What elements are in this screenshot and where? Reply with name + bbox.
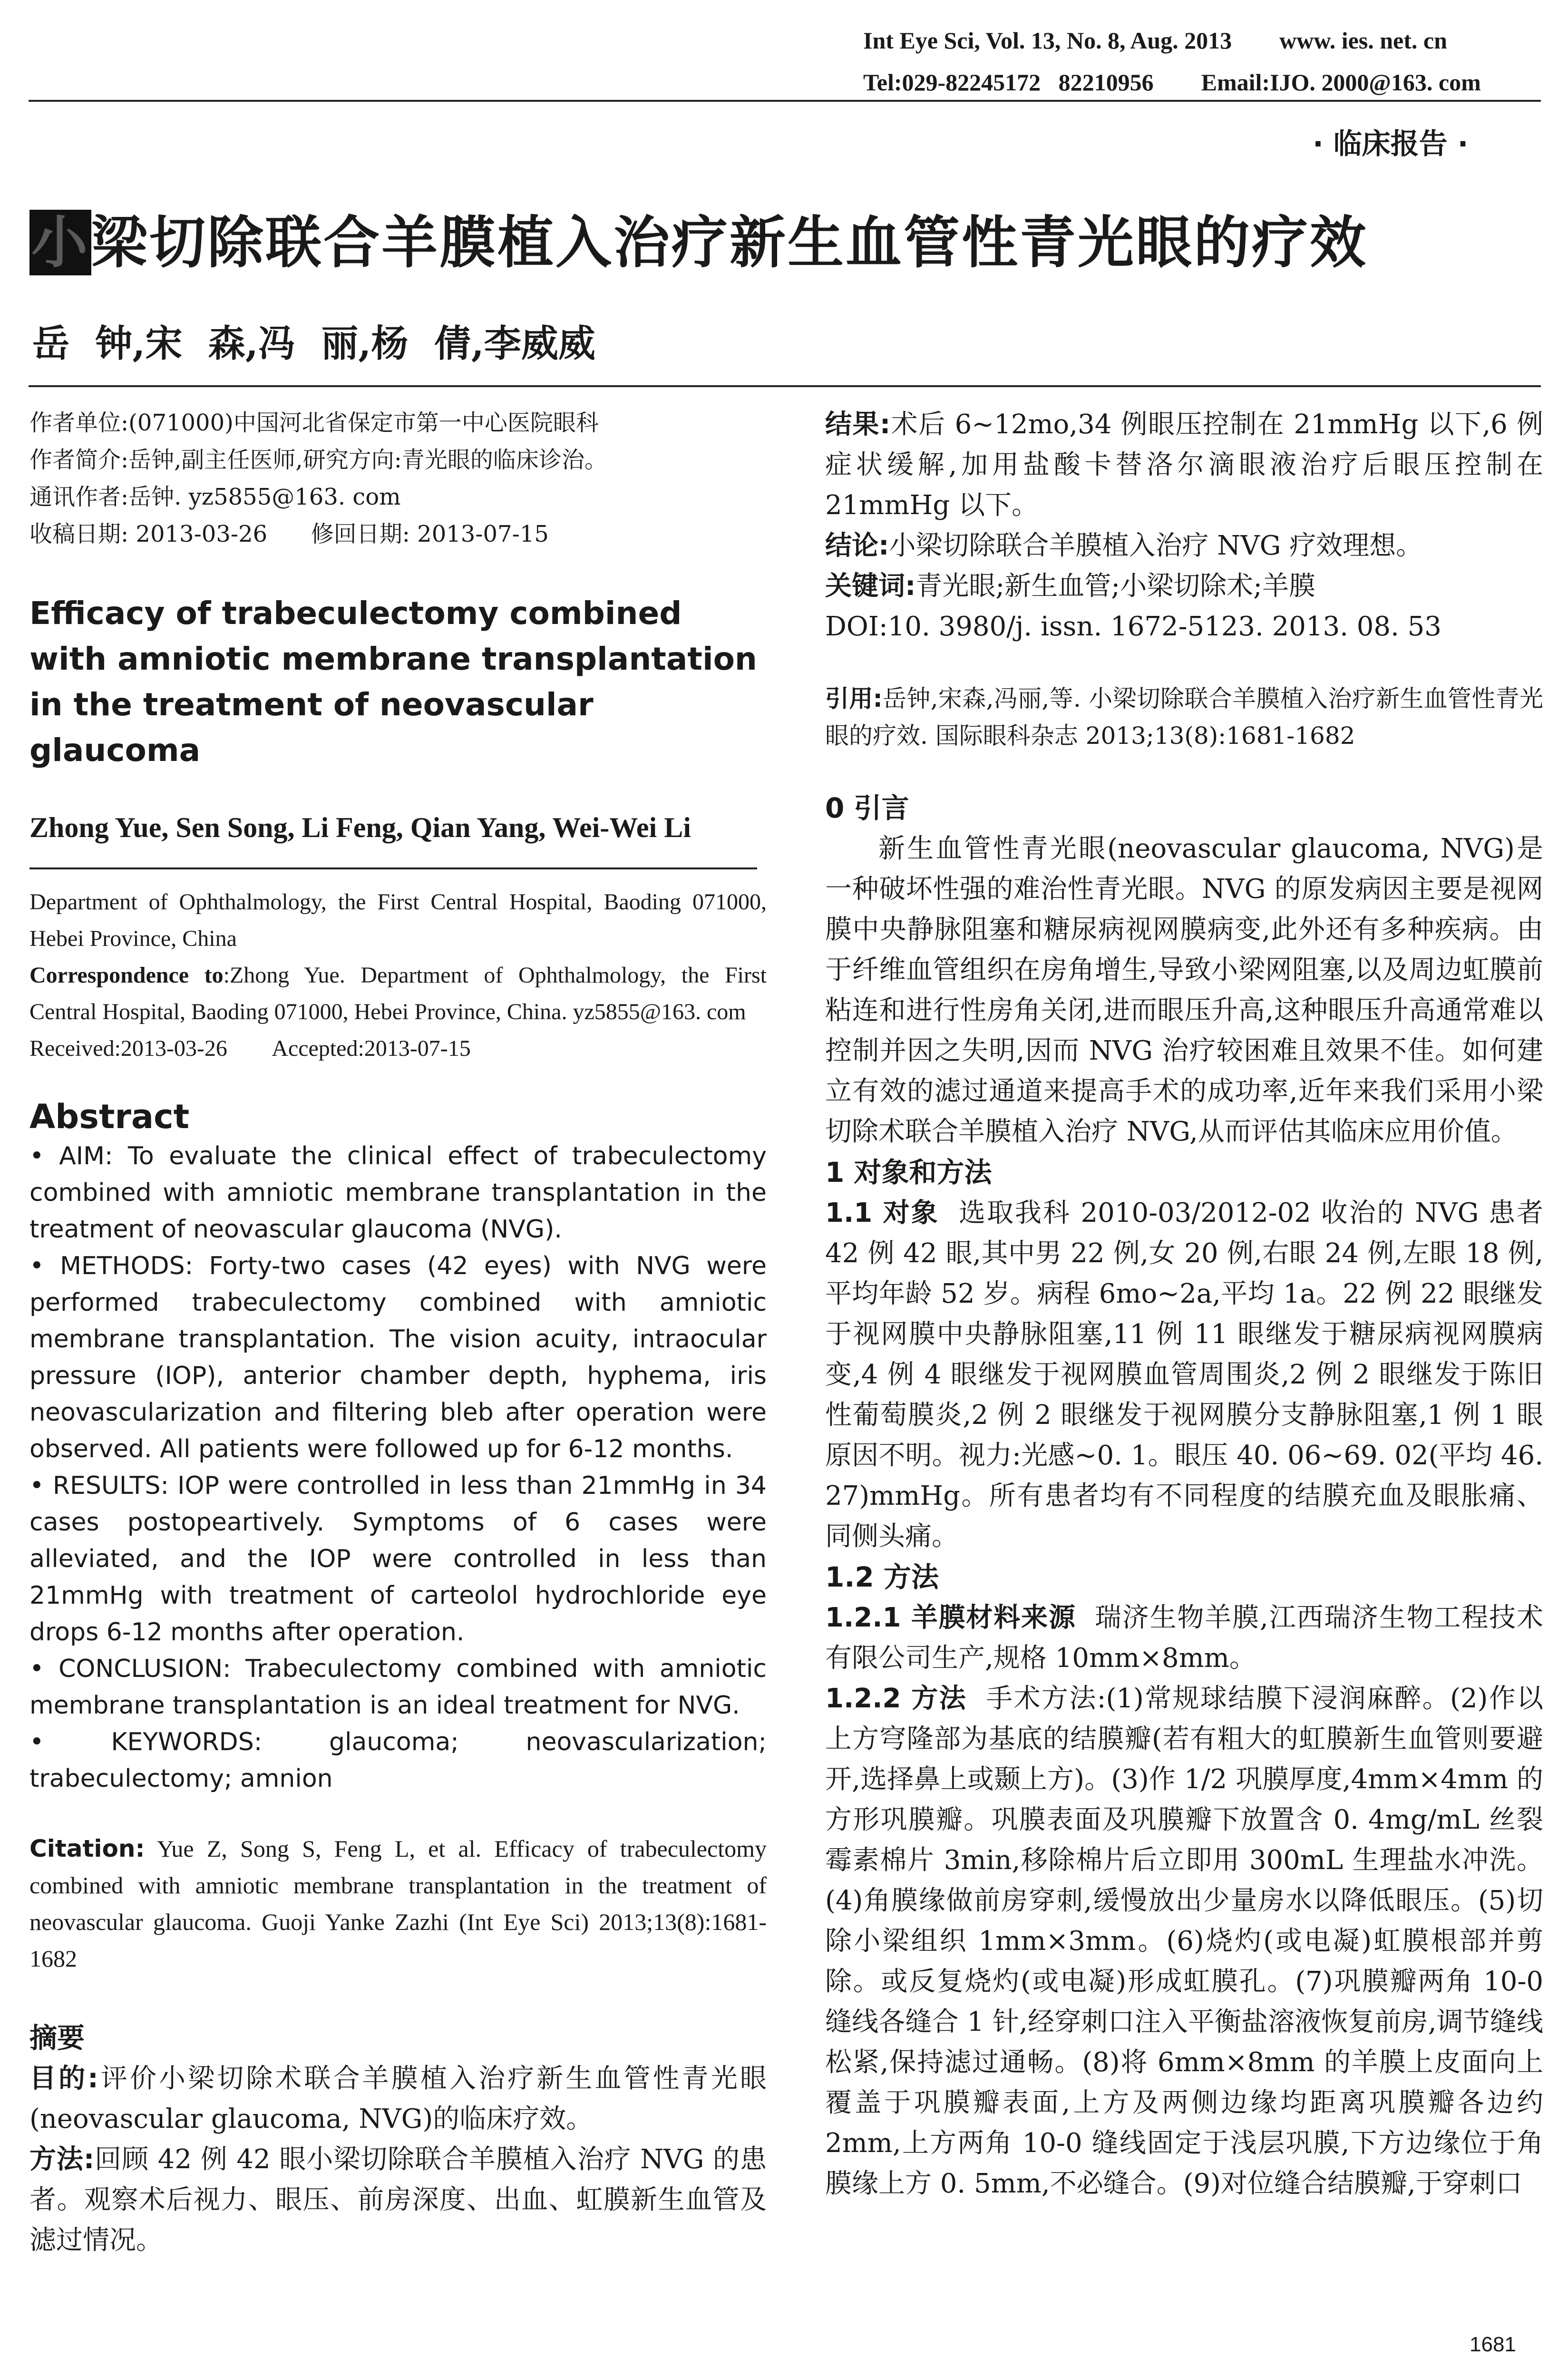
aim-label-cn: 目的: xyxy=(29,2063,98,2094)
affiliation-block xyxy=(29,884,767,1067)
abstract-aim: • AIM: To evaluate the clinical effect of trabeculectomy combined with amniotic membrane transplantation in the treatment of neovascular glaucoma (NVG). xyxy=(29,1142,767,1244)
abstract-keywords: • KEYWORDS: glaucoma; neovascularization; trabeculectomy; amnion xyxy=(29,1728,767,1793)
correspondence-en xyxy=(29,957,767,1030)
method-text-cn: 回顾 42 例 42 眼小梁切除联合羊膜植入治疗 NVG 的患者。观察术后视力、眼压、前房深度、出血、虹膜新生血管及滤过情况。 xyxy=(29,2144,767,2256)
author-affiliation-cn: 作者单位:(071000)中国河北省保定市第一中心医院眼科 xyxy=(29,409,599,436)
abstract-methods: • METHODS: Forty-two cases (42 eyes) with NVG were performed trabeculectomy combined with amniotic membrane transplantation. The vision acuity, intraocular pressure (IOP), anterior chamber depth, hyphema, iris neovascularization and filtering bleb after operation were observed. All patients were followed up for 6-12 months. xyxy=(29,1252,767,1463)
conclusion-text-cn: 小梁切除联合羊膜植入治疗 NVG 疗效理想。 xyxy=(889,530,1423,561)
abstract-cn-body xyxy=(29,2058,767,2260)
conclusion-cn xyxy=(825,526,1543,566)
correspondence-label: Correspondence to xyxy=(29,963,224,988)
subjects-text: 选取我科 2010-03/2012-02 收治的 NVG 患者 42 例 42 眼,其中男 22 例,女 20 例,右眼 24 例,左眼 18 例,平均年龄 52 岁。病程 6mo~2a,平均 1a。22 例 22 眼继发于视网膜中央静脉阻塞,11 例 11 眼继发于糖尿病视网膜病变,4 例 4 眼继发于视网膜血管周围炎,2 例 2 眼继发于陈旧性葡萄膜炎,2 例 2 眼继发于视网膜分支静脉阻塞,1 例 1 眼原因不明。视力:光感~0. 1。眼压 40. 06~69. 02(平均 46. 27)mmHg。所有患者均有不同程度的结膜充血及眼胀痛、同侧头痛。 xyxy=(825,1198,1543,1552)
subjects-heading: 1.1 对象 xyxy=(825,1198,939,1228)
result-cn xyxy=(825,404,1543,526)
authors-en: Zhong Yue, Sen Song, Li Feng, Qian Yang, Wei-Wei Li xyxy=(29,812,691,843)
keywords-label-cn: 关键词: xyxy=(825,571,916,602)
corresponding-author-cn: 通讯作者:岳钟. yz5855@163. com xyxy=(29,484,401,510)
abstract-heading: Abstract xyxy=(29,1097,190,1136)
affiliation-en: Department of Ophthalmology, the First Central Hospital, Baoding 071000, Hebei Province, China xyxy=(29,889,767,951)
abstract-conclusion: • CONCLUSION: Trabeculectomy combined with amniotic membrane transplantation is an ideal treatment for NVG. xyxy=(29,1655,767,1720)
material-heading: 1.2.1 羊膜材料来源 xyxy=(825,1602,1076,1633)
abstract-results: • RESULTS: IOP were controlled in less than 21mmHg in 34 cases postopeartively. Symptoms of 6 cases were alleviated, and the IOP were controlled in less than 21mmHg with treatment of carteolol hydrochloride eye drops 6-12 months after operation. xyxy=(29,1471,767,1646)
intro-body xyxy=(825,828,1543,1152)
dates-cn: 收稿日期: 2013-03-26 修回日期: 2013-07-15 xyxy=(29,521,549,547)
authors-rule xyxy=(29,385,1541,387)
citation-label-cn: 引用: xyxy=(825,685,883,712)
subjects-section xyxy=(825,1193,1543,1557)
page-number: 1681 xyxy=(1470,2333,1516,2356)
procedure-text: 手术方法:(1)常规球结膜下浸润麻醉。(2)作以上方穹隆部为基底的结膜瓣(若有粗大的虹膜新生血管则要避开,选择鼻上或颞上方)。(3)作 1/2 巩膜厚度,4mm×4mm 的方形巩膜瓣。巩膜表面及巩膜瓣下放置含 0. 4mg/mL 丝裂霉素棉片 3min,移除棉片后立即用 300mL 生理盐水冲洗。(4)角膜缘做前房穿刺,缓慢放出少量房水以降低眼压。(5)切除小梁组织 1mm×3mm。(6)烧灼(或电凝)虹膜根部并剪除。或反复烧灼(或电凝)形成虹膜孔。(7)巩膜瓣两角 10-0 缝线各缝合 1 针,经穿刺口注入平衡盐溶液恢复前房,调节缝线松紧,保持滤过通畅。(8)将 6mm×8mm 的羊膜上皮面向上覆盖于巩膜瓣表面,上方及两侧边缘均距离巩膜瓣各边约 2mm,上方两角 10-0 缝线固定于浅层巩膜,下方边缘位于角膜缘上方 0. 5mm,不必缝合。(9)对位缝合结膜瓣,于穿刺口 xyxy=(825,1683,1544,2199)
article-title-cn xyxy=(29,197,1368,278)
result-text-cn: 术后 6~12mo,34 例眼压控制在 21mmHg 以下,6 例症状缓解,加用盐酸卡替洛尔滴眼液治疗后眼压控制在 21mmHg 以下。 xyxy=(825,409,1543,521)
subjects-paragraph xyxy=(825,1193,1543,1557)
author-bio-cn: 作者简介:岳钟,副主任医师,研究方向:青光眼的临床诊治。 xyxy=(29,447,607,473)
correspondence-text: :Zhong Yue. Department of Ophthalmology, the First Central Hospital, Baoding 071000, Hebei Province, China. yz5855@163. com xyxy=(29,963,767,1024)
citation-text: Yue Z, Song S, Feng L, et al. Efficacy of trabeculectomy combined with amniotic membrane transplantation in the treatment of neovascular glaucoma. Guoji Yanke Zazhi (Int Eye Sci) 2013;13(8):1681-1682 xyxy=(29,1835,767,1972)
keywords-text-cn: 青光眼;新生血管;小梁切除术;羊膜 xyxy=(915,571,1316,602)
title-rest: 梁切除联合羊膜植入治疗新生血管性青光眼的疗效 xyxy=(91,210,1368,275)
abstract-cn-method xyxy=(29,2139,767,2260)
journal-header: Int Eye Sci, Vol. 13, No. 8, Aug. 2013 www. ies. net. cn xyxy=(863,27,1447,54)
left-column xyxy=(29,404,767,2260)
citation-label: Citation: xyxy=(29,1835,145,1862)
method-section xyxy=(825,1598,1543,2204)
material-text: 瑞济生物羊膜,江西瑞济生物工程技术有限公司生产,规格 10mm×8mm。 xyxy=(825,1602,1543,1674)
authors-en-rule xyxy=(29,867,757,869)
abstract-cn-aim xyxy=(29,2058,767,2139)
aim-text-cn: 评价小梁切除术联合羊膜植入治疗新生血管性青光眼(neovascular glaucoma, NVG)的临床疗效。 xyxy=(29,2063,767,2134)
author-info-block xyxy=(29,404,767,553)
procedure-heading: 1.2.2 方法 xyxy=(825,1683,967,1714)
section-tag: · 临床报告 · xyxy=(1313,127,1469,161)
method-label-cn: 方法: xyxy=(29,2144,95,2175)
keywords-cn xyxy=(825,566,1543,606)
right-column xyxy=(825,404,1543,2204)
procedure-paragraph xyxy=(825,1678,1543,2204)
material-paragraph xyxy=(825,1598,1543,1678)
header-rule xyxy=(29,100,1541,102)
citation-text-cn: 岳钟,宋森,冯丽,等. 小梁切除联合羊膜植入治疗新生血管性青光眼的疗效. 国际眼科杂志 2013;13(8):1681-1682 xyxy=(825,685,1543,750)
citation-en xyxy=(29,1831,767,1977)
abstract-cn-heading: 摘要 xyxy=(29,2022,85,2054)
methods-heading: 1 对象和方法 xyxy=(825,1156,992,1188)
intro-paragraph: 新生血管性青光眼(neovascular glaucoma, NVG)是一种破坏性强的难治性青光眼。NVG 的原发病因主要是视网膜中央静脉阻塞和糖尿病视网膜病变,此外还有多种疾病。由于纤维血管组织在房角增生,导致小梁网阻塞,以及周边虹膜前粘连和进行性房角关闭,进而眼压升高,这种眼压升高通常难以控制并因之失明,因而 NVG 治疗较困难且效果不佳。如何建立有效的滤过通道来提高手术的成功率,近年来我们采用小梁切除术联合羊膜植入治疗 NVG,从而评估其临床应用价值。 xyxy=(825,833,1543,1147)
conclusion-label-cn: 结论: xyxy=(825,530,889,561)
abstract-cn-continued xyxy=(825,404,1543,647)
authors-cn: 岳 钟,宋 森,冯 丽,杨 倩,李威威 xyxy=(32,322,595,365)
doi: DOI:10. 3980/j. issn. 1672-5123. 2013. 08. 53 xyxy=(825,611,1441,642)
intro-heading: 0 引言 xyxy=(825,792,909,824)
citation-cn xyxy=(825,680,1543,754)
result-label-cn: 结果: xyxy=(825,409,891,440)
method-heading: 1.2 方法 xyxy=(825,1561,939,1593)
title-first-char: 小 xyxy=(29,210,91,275)
received-accepted: Received:2013-03-26 Accepted:2013-07-15 xyxy=(29,1036,471,1061)
contact-header: Tel:029-82245172 82210956 Email:IJO. 2000@163. com xyxy=(863,69,1481,96)
article-title-en: Efficacy of trabeculectomy combined with amniotic membrane transplantation in the treatment of neovascular glaucoma xyxy=(29,595,757,769)
abstract-body xyxy=(29,1138,767,1797)
